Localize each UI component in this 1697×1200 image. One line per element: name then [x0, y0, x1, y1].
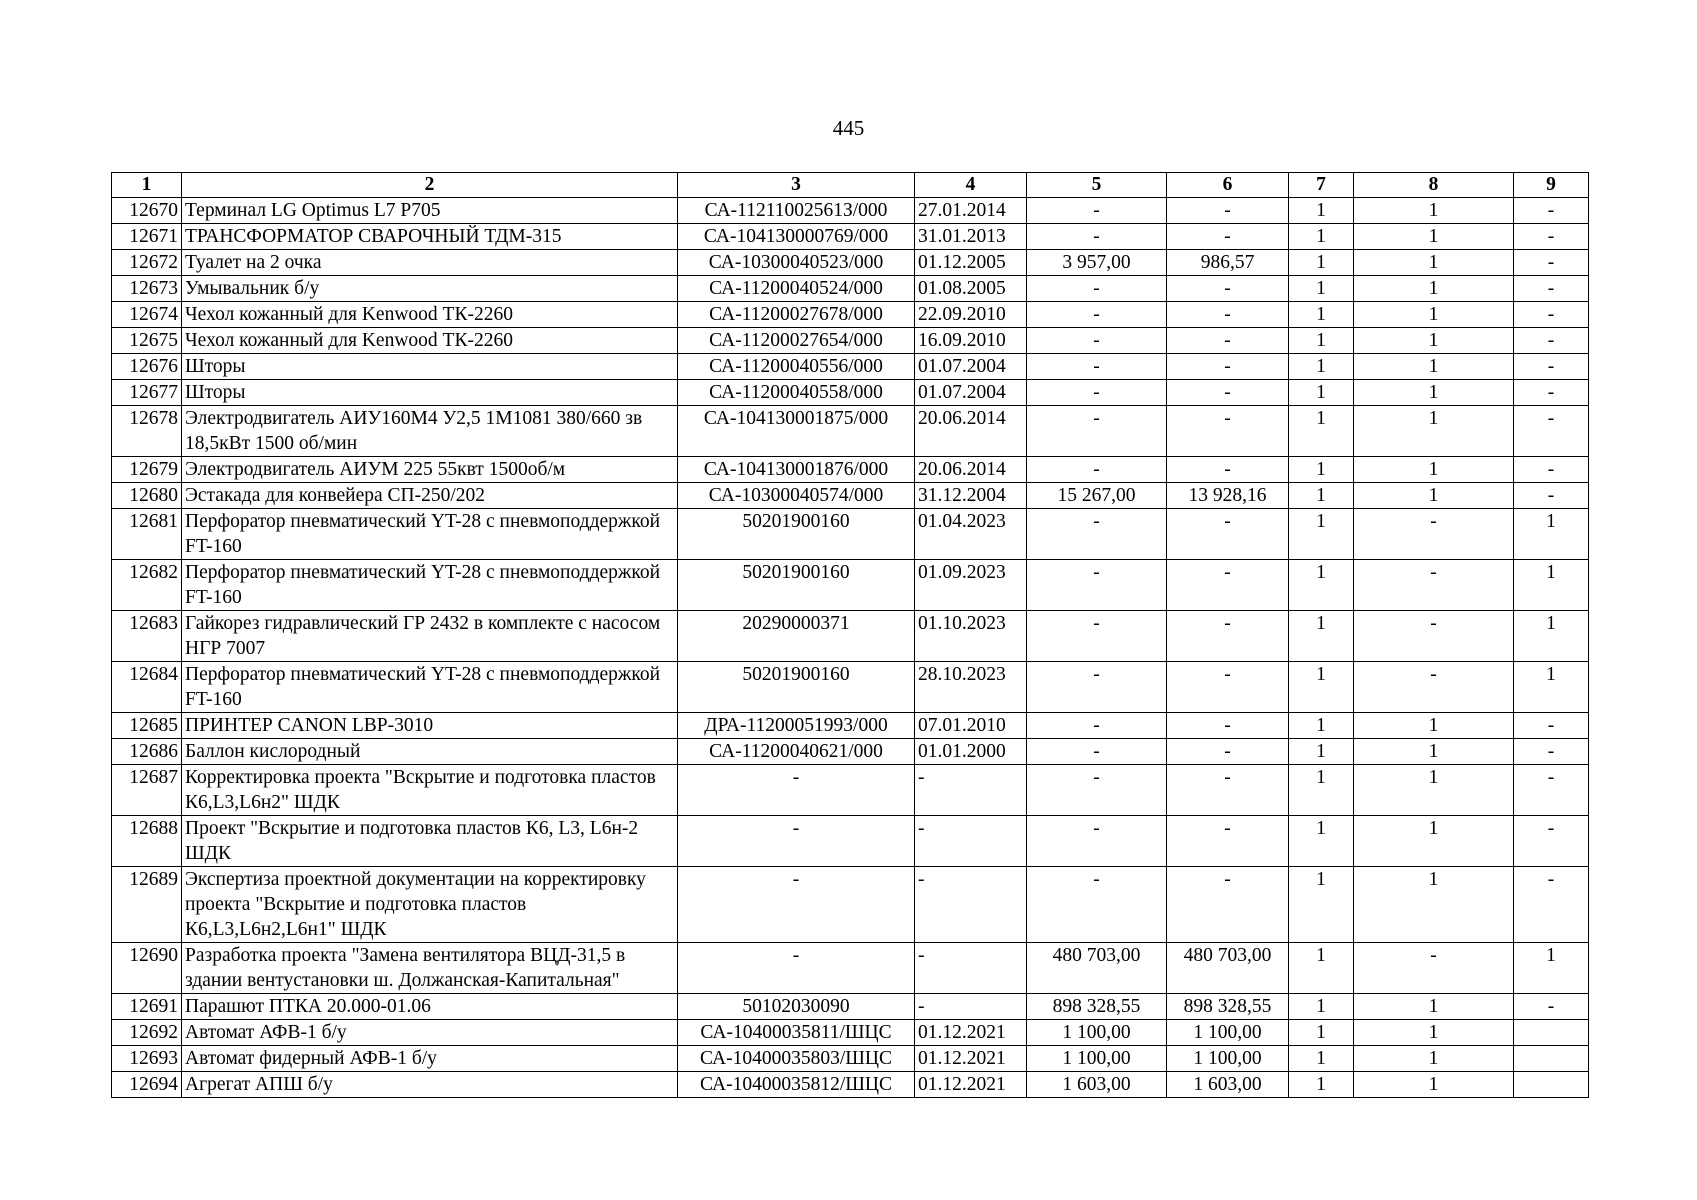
col7-cell: 1	[1289, 662, 1354, 713]
row-number-cell: 12690	[112, 943, 182, 994]
residual-value-cell: 480 703,00	[1167, 943, 1289, 994]
item-name-cell: Автомат фидерный АФВ-1 б/у	[182, 1046, 678, 1072]
inventory-code-cell: -	[678, 867, 915, 943]
table-row	[112, 198, 1589, 224]
col7-cell: 1	[1289, 250, 1354, 276]
col9-cell: -	[1514, 224, 1589, 250]
table-row	[112, 816, 1589, 867]
column-header: 8	[1354, 173, 1514, 198]
item-name-cell: Эстакада для конвейера СП-250/202	[182, 483, 678, 509]
col9-cell: -	[1514, 250, 1589, 276]
col9-cell: -	[1514, 380, 1589, 406]
value-cell: -	[1027, 380, 1167, 406]
value-cell: 1 100,00	[1027, 1020, 1167, 1046]
date-cell: 27.01.2014	[915, 198, 1027, 224]
col9-cell: -	[1514, 483, 1589, 509]
col9-cell: 1	[1514, 662, 1589, 713]
row-number-cell: 12692	[112, 1020, 182, 1046]
residual-value-cell: -	[1167, 713, 1289, 739]
table-row	[112, 1046, 1589, 1072]
col8-cell: 1	[1354, 354, 1514, 380]
inventory-code-cell: СА-104130000769/000	[678, 224, 915, 250]
row-number-cell: 12684	[112, 662, 182, 713]
col7-cell: 1	[1289, 198, 1354, 224]
item-name-cell: Перфоратор пневматический YT-28 с пневмоподдержкой FT-160	[182, 662, 678, 713]
value-cell: -	[1027, 867, 1167, 943]
inventory-code-cell: СА-10400035803/ШЦС	[678, 1046, 915, 1072]
residual-value-cell: -	[1167, 354, 1289, 380]
col8-cell: -	[1354, 560, 1514, 611]
residual-value-cell: -	[1167, 224, 1289, 250]
col9-cell: -	[1514, 328, 1589, 354]
column-header: 5	[1027, 173, 1167, 198]
col8-cell: -	[1354, 943, 1514, 994]
row-number-cell: 12678	[112, 406, 182, 457]
col8-cell: 1	[1354, 198, 1514, 224]
col8-cell: 1	[1354, 250, 1514, 276]
table-row	[112, 250, 1589, 276]
header-row	[112, 173, 1589, 198]
residual-value-cell: -	[1167, 276, 1289, 302]
inventory-code-cell: 50201900160	[678, 662, 915, 713]
column-header: 7	[1289, 173, 1354, 198]
table-row	[112, 276, 1589, 302]
col9-cell: -	[1514, 302, 1589, 328]
col7-cell: 1	[1289, 1020, 1354, 1046]
col7-cell: 1	[1289, 354, 1354, 380]
inventory-code-cell: ДРА-11200051993/000	[678, 713, 915, 739]
table-row	[112, 867, 1589, 943]
table-row	[112, 739, 1589, 765]
inventory-code-cell: 50201900160	[678, 509, 915, 560]
col9-cell: -	[1514, 354, 1589, 380]
item-name-cell: Проект "Вскрытие и подготовка пластов К6, L3, L6н-2 ШДК	[182, 816, 678, 867]
item-name-cell: Автомат АФВ-1 б/у	[182, 1020, 678, 1046]
value-cell: 3 957,00	[1027, 250, 1167, 276]
col7-cell: 1	[1289, 406, 1354, 457]
col8-cell: 1	[1354, 1072, 1514, 1098]
col9-cell: -	[1514, 816, 1589, 867]
row-number-cell: 12672	[112, 250, 182, 276]
col7-cell: 1	[1289, 994, 1354, 1020]
row-number-cell: 12681	[112, 509, 182, 560]
row-number-cell: 12693	[112, 1046, 182, 1072]
row-number-cell: 12689	[112, 867, 182, 943]
value-cell: -	[1027, 662, 1167, 713]
value-cell: 1 100,00	[1027, 1046, 1167, 1072]
residual-value-cell: -	[1167, 406, 1289, 457]
inventory-code-cell: СА-10300040574/000	[678, 483, 915, 509]
col9-cell	[1514, 1072, 1589, 1098]
col7-cell: 1	[1289, 560, 1354, 611]
residual-value-cell: 13 928,16	[1167, 483, 1289, 509]
date-cell: 01.08.2005	[915, 276, 1027, 302]
residual-value-cell: -	[1167, 765, 1289, 816]
col8-cell: 1	[1354, 406, 1514, 457]
date-cell: 31.12.2004	[915, 483, 1027, 509]
col8-cell: 1	[1354, 1046, 1514, 1072]
col7-cell: 1	[1289, 867, 1354, 943]
col8-cell: 1	[1354, 302, 1514, 328]
row-number-cell: 12670	[112, 198, 182, 224]
col7-cell: 1	[1289, 739, 1354, 765]
date-cell: 01.09.2023	[915, 560, 1027, 611]
col8-cell: 1	[1354, 483, 1514, 509]
value-cell: -	[1027, 406, 1167, 457]
table-row	[112, 406, 1589, 457]
date-cell: -	[915, 994, 1027, 1020]
col8-cell: 1	[1354, 224, 1514, 250]
col7-cell: 1	[1289, 380, 1354, 406]
value-cell: -	[1027, 457, 1167, 483]
table-row	[112, 224, 1589, 250]
residual-value-cell: -	[1167, 739, 1289, 765]
date-cell: 20.06.2014	[915, 406, 1027, 457]
inventory-code-cell: -	[678, 765, 915, 816]
value-cell: 480 703,00	[1027, 943, 1167, 994]
date-cell: 01.10.2023	[915, 611, 1027, 662]
value-cell: -	[1027, 739, 1167, 765]
residual-value-cell: -	[1167, 509, 1289, 560]
value-cell: -	[1027, 302, 1167, 328]
col7-cell: 1	[1289, 276, 1354, 302]
column-header: 2	[182, 173, 678, 198]
inventory-code-cell: СА-11200040556/000	[678, 354, 915, 380]
col8-cell: 1	[1354, 276, 1514, 302]
item-name-cell: Шторы	[182, 380, 678, 406]
column-header: 1	[112, 173, 182, 198]
table-row	[112, 509, 1589, 560]
col7-cell: 1	[1289, 302, 1354, 328]
date-cell: 16.09.2010	[915, 328, 1027, 354]
residual-value-cell: -	[1167, 560, 1289, 611]
table-row	[112, 765, 1589, 816]
value-cell: -	[1027, 276, 1167, 302]
table-row	[112, 457, 1589, 483]
col7-cell: 1	[1289, 943, 1354, 994]
col9-cell: -	[1514, 457, 1589, 483]
asset-register-table	[111, 172, 1589, 1098]
residual-value-cell: -	[1167, 662, 1289, 713]
table-row	[112, 302, 1589, 328]
page-number: 445	[832, 116, 865, 140]
date-cell: 01.07.2004	[915, 354, 1027, 380]
item-name-cell: ТРАНСФОРМАТОР СВАРОЧНЫЙ ТДМ-315	[182, 224, 678, 250]
col9-cell	[1514, 1020, 1589, 1046]
col8-cell: 1	[1354, 816, 1514, 867]
col7-cell: 1	[1289, 611, 1354, 662]
column-header: 4	[915, 173, 1027, 198]
col9-cell: 1	[1514, 611, 1589, 662]
item-name-cell: Перфоратор пневматический YT-28 с пневмоподдержкой FT-160	[182, 560, 678, 611]
row-number-cell: 12683	[112, 611, 182, 662]
date-cell: 01.12.2021	[915, 1020, 1027, 1046]
residual-value-cell: 1 100,00	[1167, 1046, 1289, 1072]
residual-value-cell: -	[1167, 867, 1289, 943]
date-cell: 31.01.2013	[915, 224, 1027, 250]
table-row	[112, 611, 1589, 662]
inventory-code-cell: СА-104130001876/000	[678, 457, 915, 483]
residual-value-cell: -	[1167, 198, 1289, 224]
row-number-cell: 12674	[112, 302, 182, 328]
value-cell: -	[1027, 224, 1167, 250]
item-name-cell: Чехол кожанный для Kenwood ТК-2260	[182, 302, 678, 328]
residual-value-cell: -	[1167, 816, 1289, 867]
col9-cell	[1514, 1046, 1589, 1072]
value-cell: 898 328,55	[1027, 994, 1167, 1020]
row-number-cell: 12691	[112, 994, 182, 1020]
table-row	[112, 328, 1589, 354]
col7-cell: 1	[1289, 328, 1354, 354]
inventory-code-cell: СА-11200027654/000	[678, 328, 915, 354]
item-name-cell: Перфоратор пневматический YT-28 с пневмоподдержкой FT-160	[182, 509, 678, 560]
item-name-cell: Умывальник б/у	[182, 276, 678, 302]
row-number-cell: 12677	[112, 380, 182, 406]
value-cell: -	[1027, 816, 1167, 867]
date-cell: 01.12.2021	[915, 1072, 1027, 1098]
residual-value-cell: -	[1167, 302, 1289, 328]
row-number-cell: 12688	[112, 816, 182, 867]
col8-cell: 1	[1354, 994, 1514, 1020]
row-number-cell: 12687	[112, 765, 182, 816]
col9-cell: -	[1514, 713, 1589, 739]
col9-cell: -	[1514, 867, 1589, 943]
table-row	[112, 483, 1589, 509]
inventory-code-cell: 50102030090	[678, 994, 915, 1020]
table-row	[112, 1020, 1589, 1046]
column-header: 9	[1514, 173, 1589, 198]
inventory-code-cell: СА-11200040621/000	[678, 739, 915, 765]
col8-cell: 1	[1354, 765, 1514, 816]
inventory-code-cell: СА-10400035811/ШЦС	[678, 1020, 915, 1046]
item-name-cell: Экспертиза проектной документации на корректировку проекта "Вскрытие и подготовка пластов К6,L3,L6н2,L6н1" ШДК	[182, 867, 678, 943]
inventory-code-cell: СА-11200040558/000	[678, 380, 915, 406]
item-name-cell: ПРИНТЕР CANON LBP-3010	[182, 713, 678, 739]
value-cell: -	[1027, 328, 1167, 354]
item-name-cell: Разработка проекта "Замена вентилятора ВЦД-31,5 в здании вентустановки ш. Должанская-Капитальная"	[182, 943, 678, 994]
item-name-cell: Электродвигатель АИУ160М4 У2,5 1М1081 380/660 зв 18,5кВт 1500 об/мин	[182, 406, 678, 457]
col8-cell: -	[1354, 611, 1514, 662]
table-row	[112, 994, 1589, 1020]
value-cell: -	[1027, 354, 1167, 380]
inventory-code-cell: -	[678, 816, 915, 867]
row-number-cell: 12676	[112, 354, 182, 380]
row-number-cell: 12679	[112, 457, 182, 483]
item-name-cell: Баллон кислородный	[182, 739, 678, 765]
row-number-cell: 12685	[112, 713, 182, 739]
inventory-code-cell: СА-10400035812/ШЦС	[678, 1072, 915, 1098]
value-cell: -	[1027, 713, 1167, 739]
col8-cell: -	[1354, 662, 1514, 713]
col9-cell: 1	[1514, 560, 1589, 611]
value-cell: -	[1027, 611, 1167, 662]
col7-cell: 1	[1289, 457, 1354, 483]
col9-cell: 1	[1514, 509, 1589, 560]
table-row	[112, 380, 1589, 406]
table-row	[112, 1072, 1589, 1098]
col8-cell: 1	[1354, 713, 1514, 739]
item-name-cell: Терминал LG Optimus L7 P705	[182, 198, 678, 224]
row-number-cell: 12673	[112, 276, 182, 302]
row-number-cell: 12686	[112, 739, 182, 765]
row-number-cell: 12680	[112, 483, 182, 509]
residual-value-cell: -	[1167, 611, 1289, 662]
date-cell: 28.10.2023	[915, 662, 1027, 713]
col7-cell: 1	[1289, 1072, 1354, 1098]
col9-cell: 1	[1514, 943, 1589, 994]
col7-cell: 1	[1289, 816, 1354, 867]
inventory-code-cell: СА-11200027678/000	[678, 302, 915, 328]
date-cell: 01.01.2000	[915, 739, 1027, 765]
col7-cell: 1	[1289, 483, 1354, 509]
col8-cell: 1	[1354, 457, 1514, 483]
date-cell: 01.12.2021	[915, 1046, 1027, 1072]
table-body	[112, 198, 1589, 1098]
date-cell: -	[915, 943, 1027, 994]
col8-cell: 1	[1354, 328, 1514, 354]
inventory-code-cell: СА-10300040523/000	[678, 250, 915, 276]
item-name-cell: Парашют ПТКА 20.000-01.06	[182, 994, 678, 1020]
col9-cell: -	[1514, 765, 1589, 816]
value-cell: 1 603,00	[1027, 1072, 1167, 1098]
date-cell: -	[915, 816, 1027, 867]
item-name-cell: Туалет на 2 очка	[182, 250, 678, 276]
col8-cell: -	[1354, 509, 1514, 560]
value-cell: -	[1027, 560, 1167, 611]
residual-value-cell: 1 603,00	[1167, 1072, 1289, 1098]
table-row	[112, 354, 1589, 380]
col8-cell: 1	[1354, 380, 1514, 406]
date-cell: -	[915, 867, 1027, 943]
col7-cell: 1	[1289, 713, 1354, 739]
item-name-cell: Гайкорез гидравлический ГР 2432 в комплекте с насосом НГР 7007	[182, 611, 678, 662]
col7-cell: 1	[1289, 509, 1354, 560]
date-cell: -	[915, 765, 1027, 816]
col9-cell: -	[1514, 994, 1589, 1020]
column-header: 3	[678, 173, 915, 198]
residual-value-cell: 898 328,55	[1167, 994, 1289, 1020]
value-cell: -	[1027, 509, 1167, 560]
table-row	[112, 943, 1589, 994]
residual-value-cell: 1 100,00	[1167, 1020, 1289, 1046]
col7-cell: 1	[1289, 224, 1354, 250]
inventory-code-cell: 20290000371	[678, 611, 915, 662]
date-cell: 07.01.2010	[915, 713, 1027, 739]
item-name-cell: Корректировка проекта "Вскрытие и подготовка пластов К6,L3,L6н2" ШДК	[182, 765, 678, 816]
inventory-code-cell: 50201900160	[678, 560, 915, 611]
inventory-code-cell: СА-11200040524/000	[678, 276, 915, 302]
value-cell: -	[1027, 765, 1167, 816]
inventory-code-cell: СА-11211002561З/000	[678, 198, 915, 224]
row-number-cell: 12671	[112, 224, 182, 250]
col7-cell: 1	[1289, 1046, 1354, 1072]
row-number-cell: 12675	[112, 328, 182, 354]
col9-cell: -	[1514, 739, 1589, 765]
residual-value-cell: -	[1167, 328, 1289, 354]
item-name-cell: Шторы	[182, 354, 678, 380]
col9-cell: -	[1514, 276, 1589, 302]
residual-value-cell: 986,57	[1167, 250, 1289, 276]
residual-value-cell: -	[1167, 380, 1289, 406]
residual-value-cell: -	[1167, 457, 1289, 483]
row-number-cell: 12682	[112, 560, 182, 611]
value-cell: -	[1027, 198, 1167, 224]
row-number-cell: 12694	[112, 1072, 182, 1098]
table-row	[112, 662, 1589, 713]
date-cell: 22.09.2010	[915, 302, 1027, 328]
col8-cell: 1	[1354, 739, 1514, 765]
col8-cell: 1	[1354, 1020, 1514, 1046]
item-name-cell: Электродвигатель АИУМ 225 55квт 1500об/м	[182, 457, 678, 483]
date-cell: 01.07.2004	[915, 380, 1027, 406]
date-cell: 20.06.2014	[915, 457, 1027, 483]
inventory-code-cell: -	[678, 943, 915, 994]
date-cell: 01.04.2023	[915, 509, 1027, 560]
inventory-code-cell: СА-104130001875/000	[678, 406, 915, 457]
col7-cell: 1	[1289, 765, 1354, 816]
value-cell: 15 267,00	[1027, 483, 1167, 509]
col8-cell: 1	[1354, 867, 1514, 943]
item-name-cell: Агрегат АПШ б/у	[182, 1072, 678, 1098]
col9-cell: -	[1514, 198, 1589, 224]
col9-cell: -	[1514, 406, 1589, 457]
table-row	[112, 560, 1589, 611]
item-name-cell: Чехол кожанный для Kenwood ТК-2260	[182, 328, 678, 354]
table-row	[112, 713, 1589, 739]
column-header: 6	[1167, 173, 1289, 198]
date-cell: 01.12.2005	[915, 250, 1027, 276]
